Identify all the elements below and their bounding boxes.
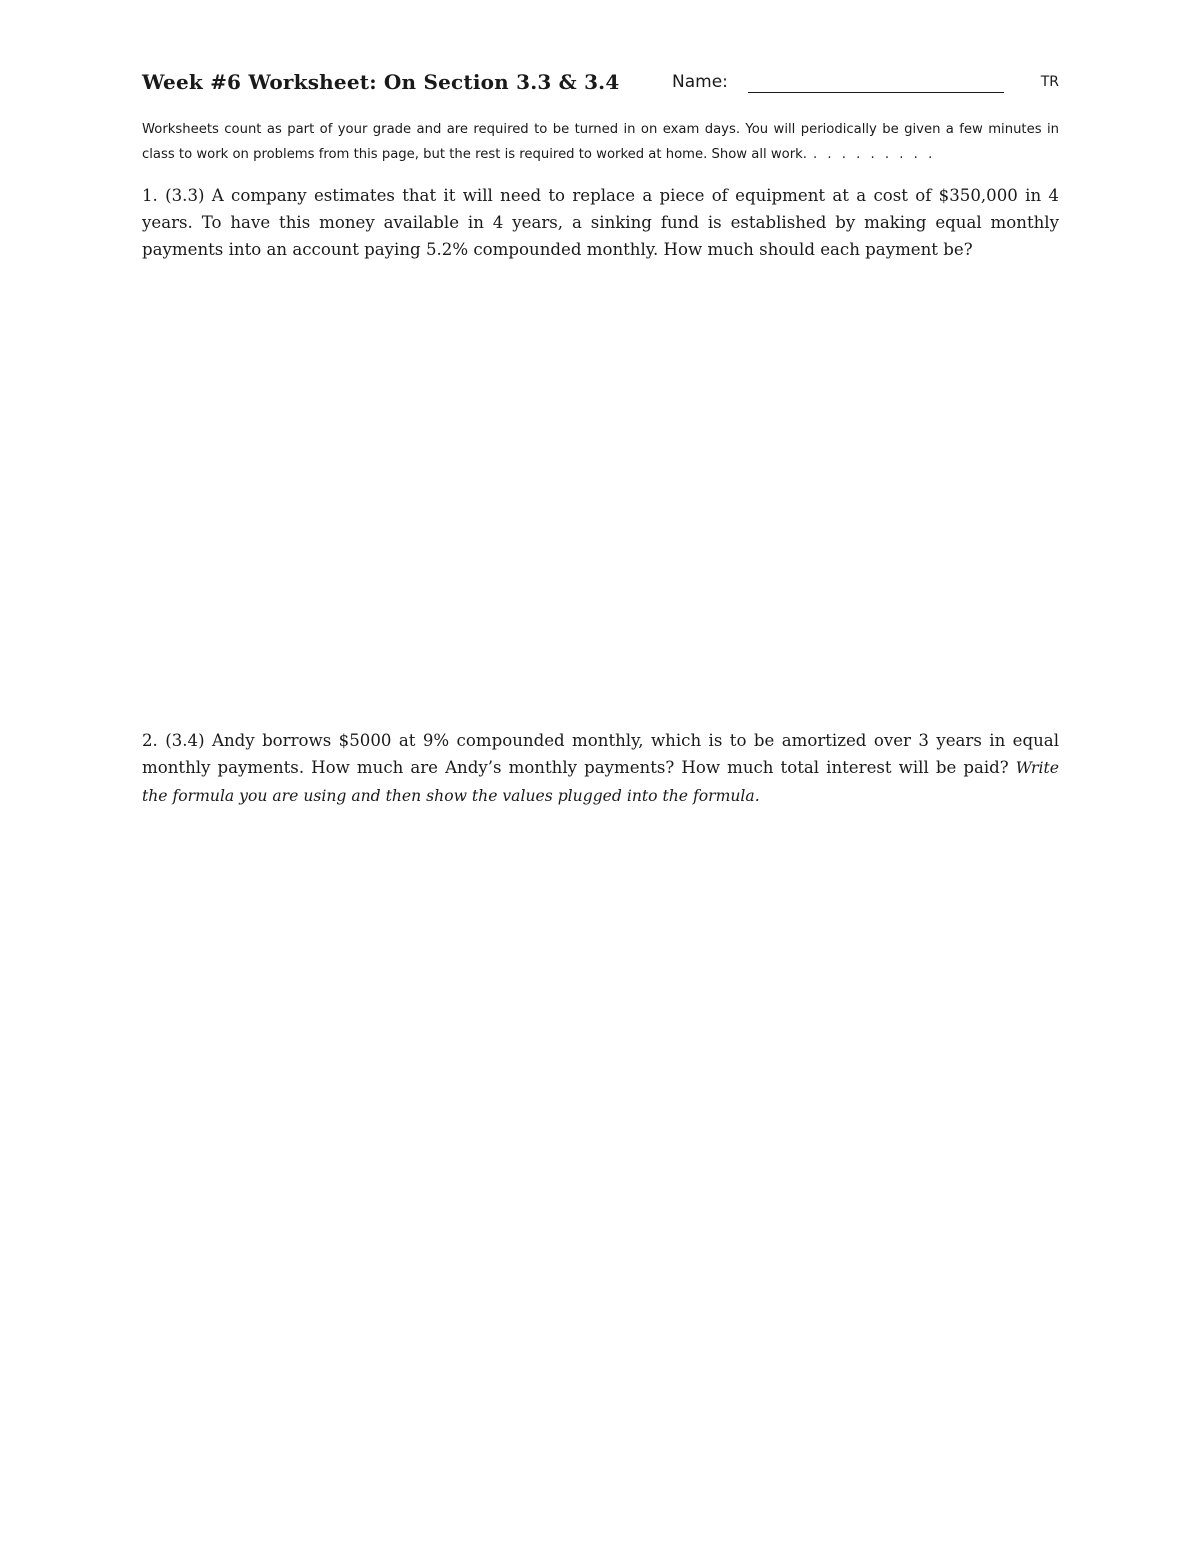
- problem-2-text: 2. (3.4) Andy borrows $5000 at 9% compounded monthly, which is to be amortized over 3 years in equal monthly payments. How much are Andy’s monthly payments? How much total interest will be paid?: [142, 731, 1059, 777]
- section-code: TR: [1040, 74, 1059, 90]
- problem-1: [142, 182, 1059, 263]
- name-label: Name:: [672, 72, 728, 92]
- instructions-dots: . . . . . . . . .: [813, 147, 936, 162]
- instructions-paragraph: [142, 117, 1059, 167]
- instructions-text: Worksheets count as part of your grade and are required to be turned in on exam days. You will periodically be given a few minutes in class to work on problems from this page, but the rest is required to worked at home. Show all work.: [142, 122, 1059, 162]
- problem-2: [142, 727, 1059, 810]
- worksheet-header: [142, 70, 1059, 102]
- problem-1-text: 1. (3.3) A company estimates that it will need to replace a piece of equipment at a cost of $350,000 in 4 years. To have this money available in 4 years, a sinking fund is established by making equal monthly payments into an account paying 5.2% compounded monthly. How much should each payment be?: [142, 186, 1059, 259]
- worksheet-title: Week #6 Worksheet: On Section 3.3 & 3.4: [142, 70, 620, 94]
- problem-2-instruction: Write the formula you are using and then show the values plugged into the formula.: [142, 759, 1059, 805]
- name-blank-line[interactable]: [748, 92, 1004, 93]
